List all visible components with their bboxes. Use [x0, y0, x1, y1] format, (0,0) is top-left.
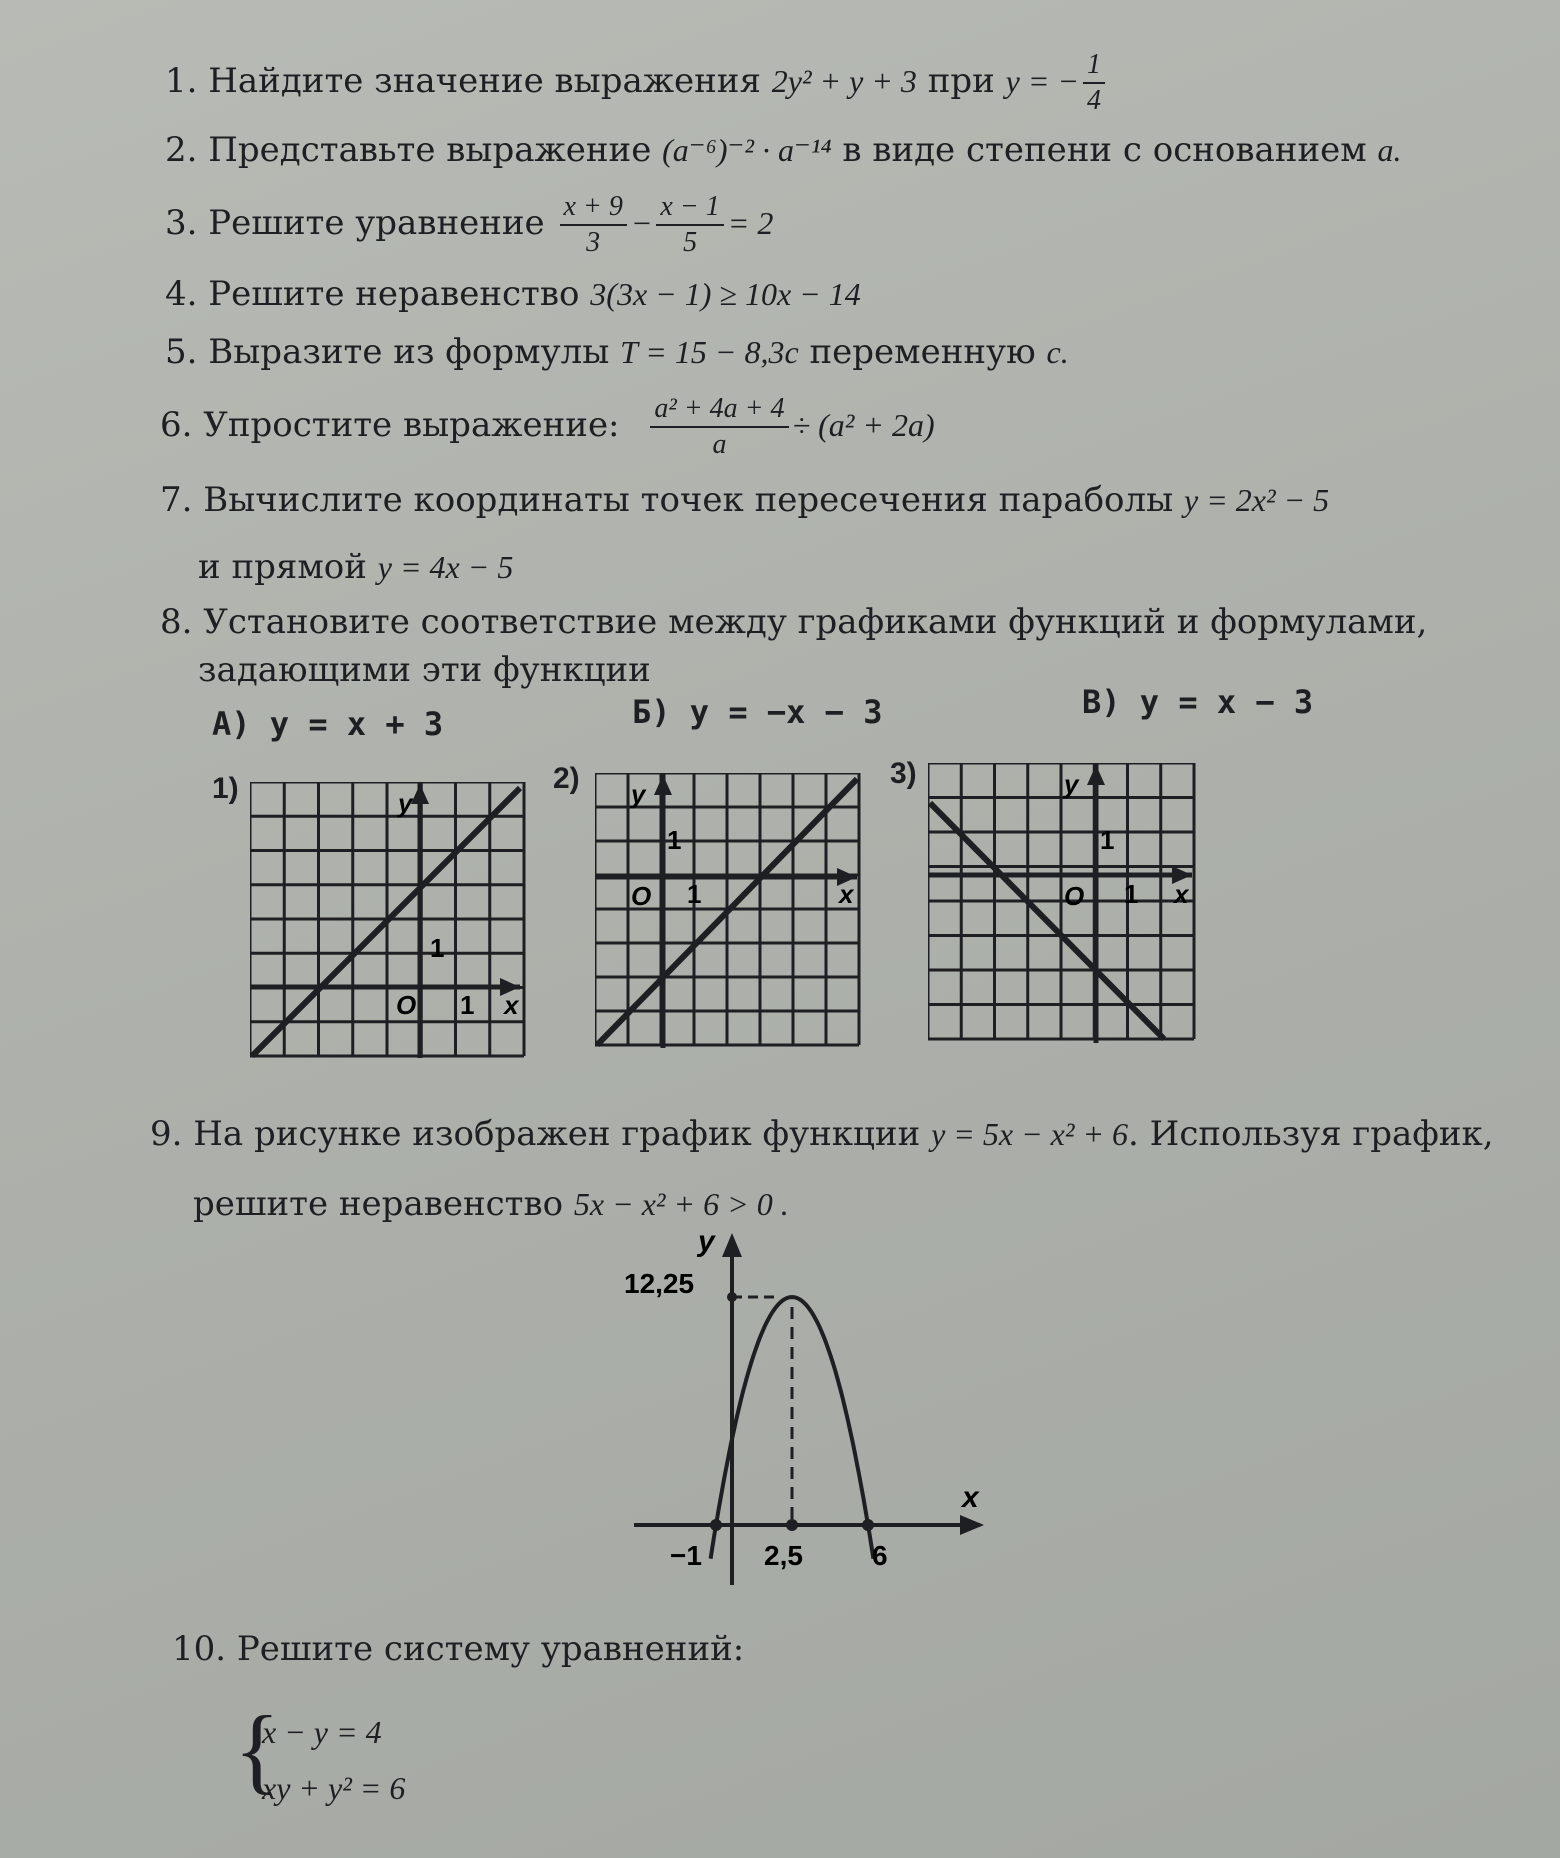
- x-label: x: [839, 879, 854, 909]
- grid: [928, 763, 1194, 1039]
- variable: a.: [1377, 132, 1402, 168]
- fraction-denominator: 5: [683, 227, 698, 258]
- x-label: x: [1174, 879, 1189, 909]
- problem-text: Вычислите координаты точек пересечения параболы: [203, 480, 1174, 520]
- right-hand-side: = 2: [727, 205, 774, 241]
- x-neg-label: −1: [670, 1540, 702, 1571]
- fraction-2: [656, 190, 723, 260]
- x-mid-label: 2,5: [764, 1540, 803, 1571]
- origin-label: O: [396, 990, 417, 1020]
- problem-text: Упростите выражение:: [203, 405, 620, 445]
- minus-sign: −: [630, 205, 653, 241]
- fraction-denominator: 3: [586, 227, 601, 258]
- problem-text: Представьте выражение: [208, 130, 652, 170]
- problem-2: [165, 128, 1401, 172]
- problem-10: [172, 1627, 744, 1671]
- parabola-equation: y = 2x² − 5: [1183, 482, 1330, 518]
- problem-number: 3.: [165, 203, 198, 243]
- problem-number: 1.: [165, 61, 198, 101]
- function-expression: y = 5x − x² + 6: [931, 1116, 1129, 1152]
- problem-text: Найдите значение выражения: [208, 61, 761, 101]
- problem-7-line-2: [198, 545, 513, 589]
- problem-text: решите неравенство: [193, 1184, 564, 1224]
- problem-9: [150, 1112, 1494, 1156]
- problem-number: 10.: [172, 1629, 227, 1669]
- problem-text: Решите уравнение: [208, 203, 545, 243]
- problem-8-line-2: [198, 648, 651, 692]
- problem-5: [165, 330, 1069, 374]
- x-unit-label: 1: [1124, 879, 1139, 909]
- figure-label-1: 1): [212, 772, 239, 805]
- fraction-denominator: 4: [1087, 85, 1102, 116]
- problem-text: Решите неравенство: [208, 274, 580, 314]
- problem-7: [160, 478, 1329, 522]
- problem-text: Выразите из формулы: [208, 332, 610, 372]
- problem-tail: в виде степени с основанием: [842, 130, 1367, 170]
- fraction-numerator: x + 9: [560, 190, 627, 226]
- divisor: ÷ (a² + 2a): [792, 407, 935, 443]
- axis-point-mid: [786, 1519, 798, 1531]
- y-axis-arrow: [1087, 765, 1105, 785]
- fraction-denominator: a: [712, 429, 727, 460]
- system-brace: {: [234, 1696, 281, 1803]
- ymax-label: 12,25: [624, 1268, 695, 1299]
- origin-label: O: [1064, 881, 1085, 911]
- variable: c.: [1046, 334, 1069, 370]
- figure-label-2: 2): [553, 762, 580, 795]
- graph-2: [595, 773, 865, 1048]
- x-unit-label: 1: [687, 879, 702, 909]
- problem-number: 4.: [165, 274, 198, 314]
- y-axis-arrow: [411, 784, 429, 804]
- y-unit-label: 1: [667, 825, 682, 855]
- problem-8: [160, 600, 1427, 644]
- fraction-numerator: 1: [1083, 48, 1105, 84]
- origin-label: O: [631, 881, 652, 911]
- graph-1: [250, 782, 528, 1058]
- root-point-right: [862, 1519, 874, 1531]
- expression: (a⁻⁶)⁻² · a⁻¹⁴: [662, 132, 832, 168]
- problem-number: 7.: [160, 480, 193, 520]
- y-label: y: [698, 1225, 715, 1258]
- y-axis-arrow: [654, 775, 672, 795]
- inequality: 5x − x² + 6 > 0 .: [573, 1186, 789, 1222]
- fraction-1: [560, 190, 627, 260]
- figure-label-3: 3): [890, 757, 917, 790]
- formula-a: А) y = x + 3: [212, 705, 444, 743]
- problem-tail: . Используя график,: [1128, 1114, 1494, 1154]
- y-label: y: [631, 779, 646, 809]
- parabola-graph: [620, 1225, 1000, 1605]
- problem-text: Решите систему уравнений:: [236, 1629, 745, 1669]
- line-equation: y = 4x − 5: [377, 549, 514, 585]
- equation-1: x − y = 4: [262, 1714, 382, 1750]
- problem-4: [165, 272, 861, 316]
- formula-b: Б) y = −x − 3: [632, 693, 883, 731]
- expression: 2y² + y + 3: [771, 63, 917, 99]
- problem-number: 8.: [160, 602, 193, 642]
- x-axis-arrow: [960, 1515, 984, 1535]
- problem-number: 5.: [165, 332, 198, 372]
- x-label: x: [962, 1481, 979, 1514]
- problem-text: На рисунке изображен график функции: [193, 1114, 921, 1154]
- fraction-numerator: a² + 4a + 4: [650, 392, 788, 428]
- problem-6: [160, 392, 935, 462]
- fraction: [650, 392, 788, 462]
- problem-number: 9.: [150, 1114, 183, 1154]
- fraction: [1083, 48, 1105, 118]
- word-pri: при: [927, 61, 995, 101]
- y-unit-label: 1: [1100, 825, 1115, 855]
- equation-2: xy + y² = 6: [262, 1770, 406, 1806]
- inequality: 3(3x − 1) ≥ 10x − 14: [590, 276, 861, 312]
- problem-number: 6.: [160, 405, 193, 445]
- fraction-numerator: x − 1: [656, 190, 723, 226]
- y-label: y: [1064, 769, 1079, 799]
- problem-tail: переменную: [809, 332, 1036, 372]
- condition: y = −: [1005, 63, 1080, 99]
- problem-number: 2.: [165, 130, 198, 170]
- problem-text: и прямой: [198, 547, 367, 587]
- root-point-left: [710, 1519, 722, 1531]
- problem-9-line-2: [193, 1182, 789, 1226]
- y-axis-arrow: [722, 1233, 742, 1257]
- y-label: y: [398, 788, 413, 818]
- formula: T = 15 − 8,3c: [620, 334, 799, 370]
- x-label: x: [504, 990, 519, 1020]
- x-unit-label: 1: [460, 990, 475, 1020]
- y-unit-label: 1: [430, 933, 445, 963]
- problem-1: [165, 48, 1109, 118]
- x-pos-label: 6: [872, 1540, 888, 1571]
- problem-3: [165, 190, 773, 260]
- ymax-point: [727, 1292, 737, 1302]
- formula-v: В) y = x − 3: [1082, 683, 1314, 721]
- graph-3: [928, 763, 1200, 1043]
- problem-text: задающими эти функции: [198, 650, 651, 690]
- problem-text: Установите соответствие между графиками функций и формулами,: [203, 602, 1428, 642]
